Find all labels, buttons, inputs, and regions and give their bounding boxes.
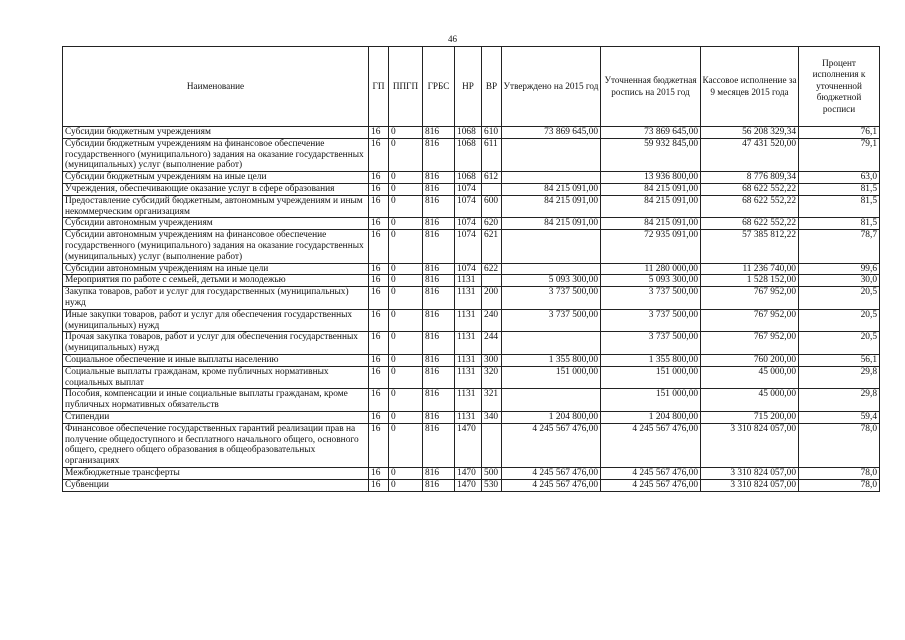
cell-name: Межбюджетные трансферты: [63, 467, 369, 479]
cell-refined: 59 932 845,00: [601, 138, 701, 171]
cell-gp: 16: [369, 389, 389, 412]
cell-name: Финансовое обеспечение государственных гарантий реализации прав на получение общедоступного и бесплатного начального общего, основного общего, среднего общего образования в общеобразовательных организациях: [63, 423, 369, 467]
table-row: [63, 354, 880, 366]
cell-ppgp: 0: [389, 479, 423, 491]
cell-name: Социальные выплаты гражданам, кроме публичных нормативных социальных выплат: [63, 366, 369, 389]
cell-name: Предоставление субсидий бюджетным, автономным учреждениям и иным некоммерческим организациям: [63, 195, 369, 218]
cell-grbs: 816: [423, 354, 455, 366]
cell-nr: 1068: [455, 127, 482, 139]
cell-percent: 78,0: [799, 423, 880, 467]
cell-grbs: 816: [423, 366, 455, 389]
cell-ppgp: 0: [389, 230, 423, 263]
cell-vr: 530: [482, 479, 502, 491]
cell-name: Закупка товаров, работ и услуг для государственных (муниципальных) нужд: [63, 287, 369, 310]
cell-approved: 1 204 800,00: [502, 411, 601, 423]
cell-percent: 78,7: [799, 230, 880, 263]
cell-percent: 29,8: [799, 366, 880, 389]
cell-percent: 78,0: [799, 467, 880, 479]
cell-ppgp: 0: [389, 332, 423, 355]
cell-ppgp: 0: [389, 275, 423, 287]
table-body: [63, 127, 880, 492]
cell-grbs: 816: [423, 263, 455, 275]
cell-approved: 3 737 500,00: [502, 309, 601, 332]
cell-vr: [482, 423, 502, 467]
cell-grbs: 816: [423, 195, 455, 218]
cell-percent: 20,5: [799, 287, 880, 310]
cell-grbs: 816: [423, 467, 455, 479]
cell-grbs: 816: [423, 287, 455, 310]
cell-gp: 16: [369, 366, 389, 389]
cell-cash: 47 431 520,00: [701, 138, 799, 171]
header-percent: Процент исполнения к уточненной бюджетной росписи: [799, 47, 880, 127]
cell-gp: 16: [369, 479, 389, 491]
cell-nr: 1131: [455, 354, 482, 366]
table-row: [63, 218, 880, 230]
cell-gp: 16: [369, 332, 389, 355]
cell-nr: 1068: [455, 138, 482, 171]
cell-approved: 4 245 567 476,00: [502, 423, 601, 467]
cell-approved: 4 245 567 476,00: [502, 467, 601, 479]
cell-refined: 11 280 000,00: [601, 263, 701, 275]
table-row: [63, 287, 880, 310]
cell-refined: 84 215 091,00: [601, 218, 701, 230]
cell-grbs: 816: [423, 183, 455, 195]
cell-ppgp: 0: [389, 411, 423, 423]
cell-grbs: 816: [423, 411, 455, 423]
cell-nr: 1131: [455, 411, 482, 423]
cell-name: Субсидии бюджетным учреждениям: [63, 127, 369, 139]
budget-table: [62, 46, 880, 492]
cell-percent: 78,0: [799, 479, 880, 491]
cell-approved: 84 215 091,00: [502, 218, 601, 230]
cell-percent: 79,1: [799, 138, 880, 171]
cell-name: Социальное обеспечение и иные выплаты населению: [63, 354, 369, 366]
cell-nr: 1131: [455, 332, 482, 355]
cell-gp: 16: [369, 354, 389, 366]
cell-nr: 1131: [455, 309, 482, 332]
table-row: [63, 309, 880, 332]
cell-cash: 45 000,00: [701, 366, 799, 389]
cell-approved: 73 869 645,00: [502, 127, 601, 139]
cell-vr: 244: [482, 332, 502, 355]
header-refined: Уточненная бюджетная роспись на 2015 год: [601, 47, 701, 127]
cell-percent: 20,5: [799, 309, 880, 332]
cell-percent: 99,6: [799, 263, 880, 275]
cell-gp: 16: [369, 263, 389, 275]
cell-ppgp: 0: [389, 309, 423, 332]
cell-refined: 4 245 567 476,00: [601, 423, 701, 467]
cell-gp: 16: [369, 127, 389, 139]
cell-refined: 151 000,00: [601, 389, 701, 412]
cell-vr: 500: [482, 467, 502, 479]
header-approved: Утверждено на 2015 год: [502, 47, 601, 127]
cell-percent: 29,8: [799, 389, 880, 412]
cell-cash: 45 000,00: [701, 389, 799, 412]
cell-grbs: 816: [423, 172, 455, 184]
cell-ppgp: 0: [389, 467, 423, 479]
cell-name: Субсидии автономным учреждениям: [63, 218, 369, 230]
cell-name: Субсидии бюджетным учреждениям на финансовое обеспечение государственного (муниципального) задания на оказание государственных (муниципальных) услуг (выполнение работ): [63, 138, 369, 171]
cell-approved: [502, 172, 601, 184]
header-vr: ВР: [482, 47, 502, 127]
cell-refined: 3 737 500,00: [601, 287, 701, 310]
cell-ppgp: 0: [389, 287, 423, 310]
cell-cash: 715 200,00: [701, 411, 799, 423]
table-row: [63, 230, 880, 263]
cell-refined: 5 093 300,00: [601, 275, 701, 287]
table-row: [63, 411, 880, 423]
cell-refined: 72 935 091,00: [601, 230, 701, 263]
table-row: [63, 127, 880, 139]
header-row: [63, 47, 880, 127]
table-row: [63, 366, 880, 389]
cell-approved: 84 215 091,00: [502, 183, 601, 195]
cell-refined: 84 215 091,00: [601, 195, 701, 218]
cell-refined: 3 737 500,00: [601, 332, 701, 355]
cell-gp: 16: [369, 287, 389, 310]
cell-vr: 611: [482, 138, 502, 171]
cell-gp: 16: [369, 411, 389, 423]
cell-vr: 321: [482, 389, 502, 412]
cell-ppgp: 0: [389, 183, 423, 195]
cell-approved: 151 000,00: [502, 366, 601, 389]
cell-approved: 1 355 800,00: [502, 354, 601, 366]
cell-grbs: 816: [423, 389, 455, 412]
cell-cash: 8 776 809,34: [701, 172, 799, 184]
cell-gp: 16: [369, 172, 389, 184]
table-row: [63, 275, 880, 287]
cell-ppgp: 0: [389, 127, 423, 139]
cell-approved: [502, 138, 601, 171]
cell-vr: 612: [482, 172, 502, 184]
cell-approved: 84 215 091,00: [502, 195, 601, 218]
cell-cash: 11 236 740,00: [701, 263, 799, 275]
cell-cash: 68 622 552,22: [701, 218, 799, 230]
cell-percent: 20,5: [799, 332, 880, 355]
cell-approved: 4 245 567 476,00: [502, 479, 601, 491]
cell-ppgp: 0: [389, 423, 423, 467]
header-name: Наименование: [63, 47, 369, 127]
cell-vr: 610: [482, 127, 502, 139]
cell-vr: [482, 275, 502, 287]
cell-cash: 3 310 824 057,00: [701, 467, 799, 479]
cell-nr: 1074: [455, 230, 482, 263]
cell-ppgp: 0: [389, 354, 423, 366]
cell-approved: [502, 263, 601, 275]
cell-gp: 16: [369, 138, 389, 171]
table-row: [63, 467, 880, 479]
cell-ppgp: 0: [389, 195, 423, 218]
header-gp: ГП: [369, 47, 389, 127]
cell-name: Пособия, компенсации и иные социальные выплаты гражданам, кроме публичных нормативных обязательств: [63, 389, 369, 412]
cell-refined: 151 000,00: [601, 366, 701, 389]
cell-nr: 1470: [455, 423, 482, 467]
table-row: [63, 263, 880, 275]
cell-vr: 600: [482, 195, 502, 218]
cell-nr: 1074: [455, 218, 482, 230]
header-cash: Кассовое исполнение за 9 месяцев 2015 года: [701, 47, 799, 127]
cell-grbs: 816: [423, 309, 455, 332]
cell-refined: 1 355 800,00: [601, 354, 701, 366]
cell-percent: 56,1: [799, 354, 880, 366]
cell-gp: 16: [369, 467, 389, 479]
cell-ppgp: 0: [389, 172, 423, 184]
cell-gp: 16: [369, 423, 389, 467]
cell-gp: 16: [369, 183, 389, 195]
cell-vr: 200: [482, 287, 502, 310]
table-row: [63, 172, 880, 184]
cell-grbs: 816: [423, 127, 455, 139]
cell-grbs: 816: [423, 275, 455, 287]
table-row: [63, 183, 880, 195]
cell-nr: 1131: [455, 275, 482, 287]
cell-name: Прочая закупка товаров, работ и услуг для обеспечения государственных (муниципальных) нужд: [63, 332, 369, 355]
cell-refined: 1 204 800,00: [601, 411, 701, 423]
cell-ppgp: 0: [389, 263, 423, 275]
cell-cash: 767 952,00: [701, 309, 799, 332]
cell-cash: 767 952,00: [701, 332, 799, 355]
cell-gp: 16: [369, 230, 389, 263]
cell-refined: 13 936 800,00: [601, 172, 701, 184]
table-row: [63, 423, 880, 467]
cell-refined: 73 869 645,00: [601, 127, 701, 139]
cell-cash: 3 310 824 057,00: [701, 423, 799, 467]
header-grbs: ГРБС: [423, 47, 455, 127]
cell-cash: 57 385 812,22: [701, 230, 799, 263]
cell-cash: 68 622 552,22: [701, 183, 799, 195]
cell-name: Мероприятия по работе с семьей, детьми и молодежью: [63, 275, 369, 287]
cell-cash: 68 622 552,22: [701, 195, 799, 218]
cell-gp: 16: [369, 309, 389, 332]
cell-ppgp: 0: [389, 366, 423, 389]
cell-nr: 1131: [455, 389, 482, 412]
cell-ppgp: 0: [389, 218, 423, 230]
cell-nr: 1470: [455, 479, 482, 491]
cell-percent: 81,5: [799, 195, 880, 218]
cell-vr: 621: [482, 230, 502, 263]
cell-nr: 1074: [455, 183, 482, 195]
table-row: [63, 479, 880, 491]
cell-vr: 300: [482, 354, 502, 366]
cell-grbs: 816: [423, 230, 455, 263]
cell-nr: 1470: [455, 467, 482, 479]
cell-name: Иные закупки товаров, работ и услуг для обеспечения государственных (муниципальных) нужд: [63, 309, 369, 332]
page-number: 46: [448, 34, 457, 44]
table-row: [63, 332, 880, 355]
cell-grbs: 816: [423, 332, 455, 355]
cell-vr: [482, 183, 502, 195]
cell-cash: 1 528 152,00: [701, 275, 799, 287]
cell-cash: 3 310 824 057,00: [701, 479, 799, 491]
cell-percent: 76,1: [799, 127, 880, 139]
cell-vr: 620: [482, 218, 502, 230]
cell-approved: 3 737 500,00: [502, 287, 601, 310]
cell-vr: 240: [482, 309, 502, 332]
cell-vr: 340: [482, 411, 502, 423]
cell-ppgp: 0: [389, 389, 423, 412]
cell-percent: 63,0: [799, 172, 880, 184]
cell-approved: [502, 332, 601, 355]
header-nr: НР: [455, 47, 482, 127]
table-row: [63, 389, 880, 412]
cell-refined: 84 215 091,00: [601, 183, 701, 195]
cell-percent: 81,5: [799, 183, 880, 195]
cell-name: Субсидии автономным учреждениям на финансовое обеспечение государственного (муниципального) задания на оказание государственных (муниципальных) услуг (выполнение работ): [63, 230, 369, 263]
header-ppgp: ППГП: [389, 47, 423, 127]
cell-nr: 1131: [455, 287, 482, 310]
cell-percent: 81,5: [799, 218, 880, 230]
cell-gp: 16: [369, 195, 389, 218]
cell-approved: [502, 389, 601, 412]
cell-vr: 320: [482, 366, 502, 389]
cell-vr: 622: [482, 263, 502, 275]
cell-name: Учреждения, обеспечивающие оказание услуг в сфере образования: [63, 183, 369, 195]
cell-name: Субвенции: [63, 479, 369, 491]
table-row: [63, 195, 880, 218]
cell-cash: 56 208 329,34: [701, 127, 799, 139]
cell-nr: 1068: [455, 172, 482, 184]
cell-percent: 30,0: [799, 275, 880, 287]
cell-refined: 3 737 500,00: [601, 309, 701, 332]
table-row: [63, 138, 880, 171]
cell-approved: 5 093 300,00: [502, 275, 601, 287]
cell-grbs: 816: [423, 138, 455, 171]
cell-grbs: 816: [423, 218, 455, 230]
cell-refined: 4 245 567 476,00: [601, 467, 701, 479]
cell-refined: 4 245 567 476,00: [601, 479, 701, 491]
cell-gp: 16: [369, 275, 389, 287]
cell-nr: 1074: [455, 195, 482, 218]
cell-nr: 1131: [455, 366, 482, 389]
cell-grbs: 816: [423, 423, 455, 467]
cell-grbs: 816: [423, 479, 455, 491]
cell-name: Субсидии бюджетным учреждениям на иные цели: [63, 172, 369, 184]
cell-name: Стипендии: [63, 411, 369, 423]
cell-name: Субсидии автономным учреждениям на иные цели: [63, 263, 369, 275]
cell-nr: 1074: [455, 263, 482, 275]
cell-percent: 59,4: [799, 411, 880, 423]
cell-cash: 767 952,00: [701, 287, 799, 310]
cell-ppgp: 0: [389, 138, 423, 171]
cell-gp: 16: [369, 218, 389, 230]
cell-cash: 760 200,00: [701, 354, 799, 366]
cell-approved: [502, 230, 601, 263]
